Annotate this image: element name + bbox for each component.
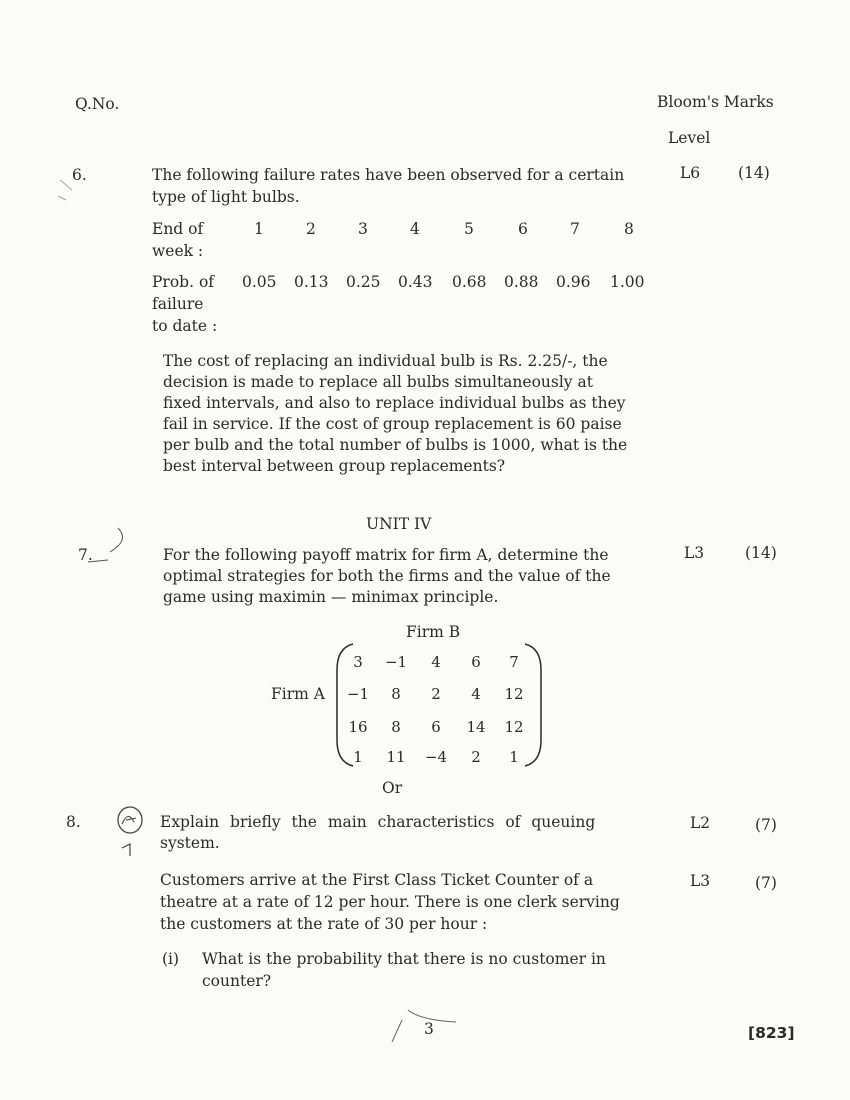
- matrix-cell: 12: [504, 685, 524, 703]
- prob-cell: 1.00: [610, 273, 645, 291]
- q7-line: For the following payoff matrix for firm A, determine the: [163, 546, 609, 564]
- week-cell: 1: [254, 220, 264, 238]
- qno-header: Q.No.: [75, 95, 120, 113]
- matrix-cell: 8: [391, 685, 401, 703]
- matrix-cell: −1: [346, 685, 370, 703]
- q8-part-b-line: Customers arrive at the First Class Ticket Counter of a: [160, 871, 594, 889]
- matrix-cell: −4: [424, 748, 448, 766]
- q8-part-a-line: system.: [160, 834, 220, 852]
- q6-para-line: The cost of replacing an individual bulb is Rs. 2.25/-, the: [163, 352, 608, 370]
- q6-row2-label-2: failure: [152, 295, 204, 313]
- q8-part-b-level: L3: [690, 872, 711, 890]
- matrix-cell: 11: [386, 748, 406, 766]
- q7-line: optimal strategies for both the firms and the value of the: [163, 567, 611, 585]
- week-cell: 4: [410, 220, 420, 238]
- q7-level: L3: [684, 544, 705, 562]
- q7-line: game using maximin — minimax principle.: [163, 588, 499, 606]
- q6-intro-line1: The following failure rates have been observed for a certain: [152, 166, 625, 184]
- matrix-cell: 2: [431, 685, 441, 703]
- q6-para-line: fail in service. If the cost of group replacement is 60 paise: [163, 415, 622, 433]
- q8-number: 8.: [66, 813, 81, 831]
- q6-row2-label-1: Prob. of: [152, 273, 215, 291]
- prob-cell: 0.13: [294, 273, 329, 291]
- q7-marks: (14): [745, 544, 777, 562]
- q8-sub-i-line: What is the probability that there is no customer in: [202, 950, 606, 968]
- matrix-cell: 6: [431, 718, 441, 736]
- q7-number: 7.: [78, 546, 93, 564]
- week-cell: 3: [358, 220, 368, 238]
- q6-row1-label-1: End of: [152, 220, 204, 238]
- prob-cell: 0.05: [242, 273, 277, 291]
- q6-row2-label-3: to date :: [152, 317, 218, 335]
- prob-cell: 0.88: [504, 273, 539, 291]
- matrix-cell: 7: [509, 653, 519, 671]
- matrix-cell: 8: [391, 718, 401, 736]
- q6-number: 6.: [72, 166, 87, 184]
- prob-cell: 0.43: [398, 273, 433, 291]
- q8-part-b-line: the customers at the rate of 30 per hour :: [160, 915, 488, 933]
- blooms-marks-header: Bloom's Marks: [657, 93, 774, 111]
- matrix-cell: 4: [431, 653, 441, 671]
- q6-marks: (14): [738, 164, 770, 182]
- matrix-cell: 14: [466, 718, 486, 736]
- q6-para-line: fixed intervals, and also to replace individual bulbs as they: [163, 394, 626, 412]
- q8-part-a-marks: (7): [755, 816, 777, 834]
- matrix-cell: 1: [353, 748, 363, 766]
- prob-cell: 0.25: [346, 273, 381, 291]
- week-cell: 6: [518, 220, 528, 238]
- firm-b-label: Firm B: [406, 623, 461, 641]
- week-cell: 5: [464, 220, 474, 238]
- matrix-cell: 16: [348, 718, 368, 736]
- q8-part-b-line: theatre at a rate of 12 per hour. There is one clerk serving: [160, 893, 620, 911]
- q8-part-a-level: L2: [690, 814, 711, 832]
- or-divider: Or: [382, 779, 403, 797]
- matrix-cell: 2: [471, 748, 481, 766]
- q6-para-line: per bulb and the total number of bulbs is 1000, what is the: [163, 436, 628, 454]
- q8-sub-i-label: (i): [162, 950, 180, 968]
- prob-cell: 0.96: [556, 273, 591, 291]
- q6-row1-label-2: week :: [152, 242, 204, 260]
- matrix-cell: 6: [471, 653, 481, 671]
- q8-sub-i-line: counter?: [202, 972, 272, 990]
- matrix-cell: 4: [471, 685, 481, 703]
- week-cell: 8: [624, 220, 634, 238]
- q6-para-line: decision is made to replace all bulbs simultaneously at: [163, 373, 593, 391]
- level-header: Level: [668, 129, 711, 147]
- matrix-cell: 3: [353, 653, 363, 671]
- matrix-cell: 1: [509, 748, 519, 766]
- matrix-cell: −1: [384, 653, 408, 671]
- q6-level: L6: [680, 164, 701, 182]
- document-code: [823]: [748, 1024, 795, 1042]
- prob-cell: 0.68: [452, 273, 487, 291]
- week-cell: 2: [306, 220, 316, 238]
- q6-intro-line2: type of light bulbs.: [152, 188, 300, 206]
- page-number: 3: [424, 1020, 434, 1038]
- q8-part-b-marks: (7): [755, 874, 777, 892]
- firm-a-label: Firm A: [271, 685, 325, 703]
- q6-para-line: best interval between group replacements?: [163, 457, 506, 475]
- matrix-cell: 12: [504, 718, 524, 736]
- week-cell: 7: [570, 220, 580, 238]
- unit-title: UNIT IV: [366, 515, 432, 533]
- q8-part-a-line: Explain briefly the main characteristics of queuing: [160, 813, 596, 831]
